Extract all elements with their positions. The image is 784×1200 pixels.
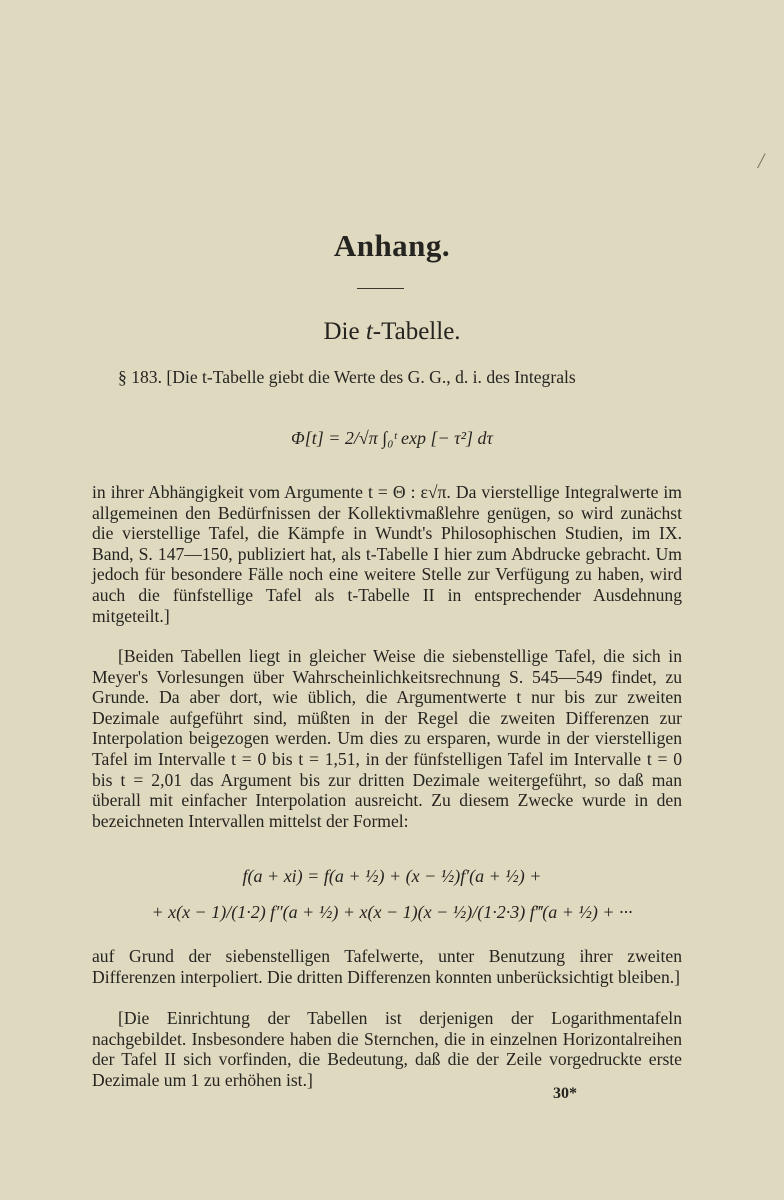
section-title-variable: t <box>365 318 373 345</box>
paragraph-layout <box>92 1008 682 1090</box>
paragraph-interpolation <box>92 946 682 987</box>
section-title-prefix: Die <box>323 318 366 345</box>
paragraph-intro <box>92 367 682 388</box>
section-title <box>0 318 784 346</box>
paragraph-interpolation-text: auf Grund der siebenstelligen Tafelwerte, unter Benutzung ihrer zweiten Differenzen interpoliert. Die dritten Differenzen konnten unberücksichtigt bleiben.] <box>92 946 682 987</box>
interpolation-formula-line1: f(a + xi) = f(a + ½) + (x − ½)f′(a + ½) + <box>242 866 542 886</box>
margin-mark: / <box>758 148 765 173</box>
section-title-suffix: -Tabelle. <box>372 318 461 345</box>
paragraph-argument <box>92 482 682 626</box>
interpolation-formula-line2: + x(x − 1)/(1·2) f″(a + ½) + x(x − 1)(x − ½)/(1·2·3) f‴(a + ½) + ··· <box>151 902 633 922</box>
paragraph-183: § 183. [Die t-Tabelle giebt die Werte des G. G., d. i. des Integrals <box>118 367 576 387</box>
paragraph-tables-text: [Beiden Tabellen liegt in gleicher Weise die siebenstellige Tafel, die sich in Meyer's Vorlesungen über Wahrscheinlichkeitsrechnung S. 545—549 findet, zu Grunde. Da aber dort, wie üblich, die Argumentwerte t nur bis zur zweiten Dezimale aufgeführt sind, müßten in der Regel die zweiten Differenzen zur Interpolation beigezogen werden. Um dies zu ersparen, wurde in der vierstelligen Tafel im Intervalle t = 0 bis t = 1,51, in der fünfstelligen Tafel im Intervalle t = 0 bis t = 2,01 das Argument bis zur dritten Dezimale weitergeführt, so daß man überall mit einfacher Interpolation ausreicht. Zu diesem Zwecke wurde in den bezeichneten Intervallen mittelst der Formel: <box>92 646 682 831</box>
paragraph-argument-text: in ihrer Abhängigkeit vom Argumente t = Θ : ε√π. Da vierstellige Integralwerte im allgemeinen den Bedürfnissen der Kollektivmaßlehre genügen, so wird zunächst die vierstellige Tafel, die Kämpfe in Wundt's Philosophischen Studien, im IX. Band, S. 147—150, publiziert hat, als t-Tabelle I hier zum Abdrucke gebracht. Um jedoch für besondere Fälle noch eine weitere Stelle zur Verfügung zu haben, wird auch die fünfstellige Tafel als t-Tabelle II in entsprechender Ausdehnung mitgeteilt.] <box>92 482 682 626</box>
paragraph-tables <box>92 646 682 831</box>
page-number: 30* <box>553 1085 577 1102</box>
paragraph-layout-text: [Die Einrichtung der Tabellen ist derjenigen der Logarithmentafeln nachgebildet. Insbesondere haben die Sternchen, die in einzelnen Horizontalreihen der Tafel II sich vorfinden, die Bedeutung, daß die der Zeile vorgedruckte erste Dezimale um 1 zu erhöhen ist.] <box>92 1008 682 1090</box>
integral-formula: Φ[t] = 2/√π ∫₀ᵗ exp [− τ²] dτ <box>291 428 493 448</box>
heading-rule <box>357 288 404 289</box>
page-heading: Anhang. <box>333 228 451 263</box>
